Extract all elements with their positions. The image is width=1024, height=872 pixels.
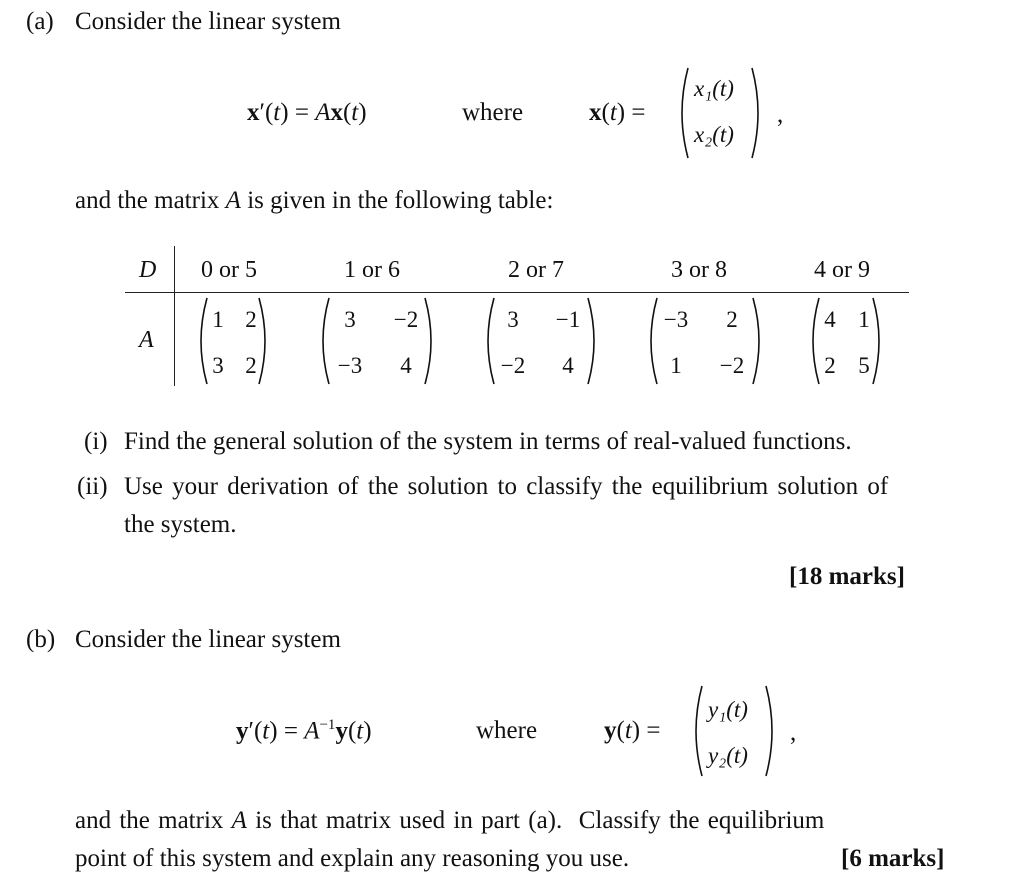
- matrix-cell: 4: [562, 353, 574, 378]
- part-b-intro: Consider the linear system: [75, 626, 341, 653]
- right-paren-icon: [871, 296, 885, 386]
- table-col-d-2: 1 or 6: [344, 257, 400, 283]
- matrix-cell: 2: [245, 353, 257, 378]
- right-paren-icon: [751, 296, 765, 386]
- matrix-cell: 2: [245, 307, 257, 332]
- vector-y-entry-2: y₂(t): [708, 743, 748, 768]
- part-a-marks: [18 marks]: [789, 563, 905, 590]
- vector-y-entry-1: y₁(t): [708, 697, 748, 722]
- matrix-cell: 2: [726, 307, 738, 332]
- table-horizontal-rule: [125, 292, 909, 293]
- table-col-d-5: 4 or 9: [814, 257, 870, 283]
- item-ii-text-line1: Use your derivation of the solution to classify the equilibrium solution of: [124, 473, 889, 500]
- right-paren-icon: [257, 296, 271, 386]
- matrix-intro-text: and the matrix A is given in the following table:: [75, 187, 554, 214]
- matrix-4: [645, 296, 765, 386]
- right-paren-icon: [586, 296, 600, 386]
- part-b-text-line2: point of this system and explain any reasoning you use.: [75, 845, 630, 872]
- left-paren-icon: [482, 296, 496, 386]
- equation-b-lhs: $y'(t) = A^{-1}y(t)$: [236, 717, 372, 745]
- table-col-d-3: 2 or 7: [508, 257, 564, 283]
- equation-a-comma: ,: [777, 101, 784, 128]
- equation-b-comma: ,: [790, 719, 797, 746]
- vector-x-entry-1: x₁(t): [694, 76, 734, 101]
- matrix-cell: 3: [212, 353, 224, 378]
- equation-b-vec-lhs: y(t) =: [604, 717, 661, 744]
- table-header-a: A: [139, 327, 154, 353]
- equation-b-where: where: [476, 717, 538, 744]
- left-paren-icon: [676, 66, 690, 160]
- matrix-3: [482, 296, 600, 386]
- matrix-cell: −2: [719, 353, 745, 378]
- matrix-cell: 1: [670, 353, 682, 378]
- matrix-2: [317, 296, 437, 386]
- matrix-1: [195, 296, 271, 386]
- matrix-cell: −2: [500, 353, 526, 378]
- part-b-text-line1: and the matrix A is that matrix used in part (a). Classify the equilibrium: [75, 807, 825, 834]
- matrix-cell: 5: [858, 353, 870, 378]
- matrix-cell: 4: [400, 353, 412, 378]
- left-paren-icon: [690, 684, 704, 778]
- vector-y: [690, 684, 780, 778]
- matrix-cell: −1: [555, 307, 581, 332]
- matrix-cell: 3: [344, 307, 356, 332]
- equation-a-lhs: x′(t) = Ax(t): [247, 99, 367, 126]
- vector-x: [676, 66, 766, 160]
- matrix-cell: −3: [337, 353, 363, 378]
- item-i-label: (i): [84, 428, 108, 455]
- table-header-d: D: [139, 257, 157, 283]
- matrix-cell: −2: [393, 307, 419, 332]
- matrix-cell: 1: [858, 307, 870, 332]
- item-ii-text-line2: the system.: [124, 511, 237, 538]
- equation-a-where: where: [462, 99, 524, 126]
- part-b-label: (b): [26, 626, 56, 653]
- part-a-intro: Consider the linear system: [75, 8, 341, 35]
- item-ii-label: (ii): [77, 473, 108, 500]
- right-paren-icon: [750, 66, 764, 160]
- equation-a-vec-lhs: x(t) =: [589, 99, 646, 126]
- left-paren-icon: [317, 296, 331, 386]
- matrix-cell: −3: [663, 307, 689, 332]
- matrix-cell: 2: [824, 353, 836, 378]
- matrix-cell: 1: [212, 307, 224, 332]
- table-col-d-4: 3 or 8: [671, 257, 727, 283]
- vector-x-entry-2: x₂(t): [694, 122, 734, 147]
- table-vertical-rule: [174, 246, 175, 386]
- part-b-marks: [6 marks]: [841, 845, 945, 872]
- right-paren-icon: [423, 296, 437, 386]
- matrix-cell: 4: [824, 307, 836, 332]
- part-a-label: (a): [26, 8, 54, 35]
- right-paren-icon: [764, 684, 778, 778]
- matrix-5: [807, 296, 885, 386]
- matrix-cell: 3: [507, 307, 519, 332]
- left-paren-icon: [645, 296, 659, 386]
- item-i-text: Find the general solution of the system in terms of real-valued functions.: [124, 428, 852, 455]
- table-col-d-1: 0 or 5: [201, 257, 257, 283]
